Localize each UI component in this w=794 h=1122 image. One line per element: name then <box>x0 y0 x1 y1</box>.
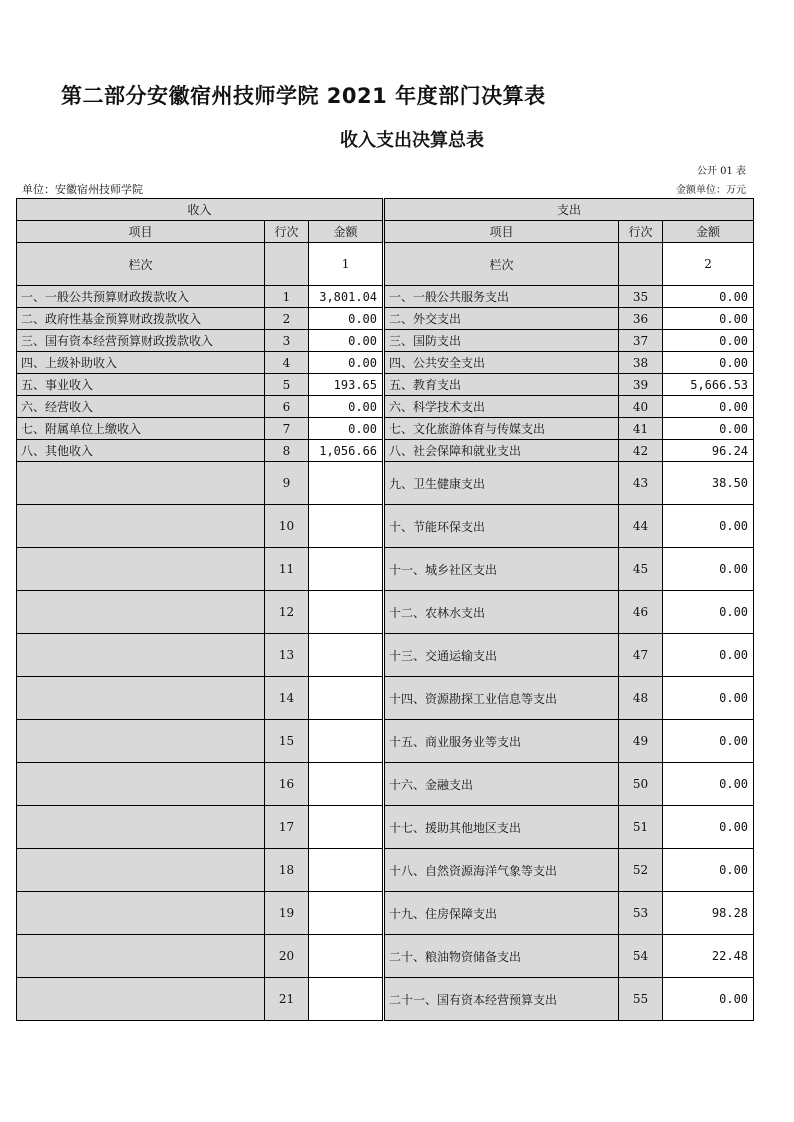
expense-item: 二十一、国有资本经营预算支出 <box>385 978 619 1021</box>
table-row <box>17 720 754 763</box>
income-item <box>17 935 265 978</box>
income-amount-header: 金额 <box>309 221 383 243</box>
expense-row-no: 44 <box>619 505 663 548</box>
expense-amount: 0.00 <box>663 418 754 440</box>
expense-amount: 38.50 <box>663 462 754 505</box>
expense-item: 二十、粮油物资储备支出 <box>385 935 619 978</box>
expense-amount: 98.28 <box>663 892 754 935</box>
expense-row-no: 39 <box>619 374 663 396</box>
expense-row-no: 48 <box>619 677 663 720</box>
table-row <box>17 935 754 978</box>
expense-column-number: 2 <box>663 243 754 286</box>
expense-row-no: 41 <box>619 418 663 440</box>
expense-amount: 0.00 <box>663 352 754 374</box>
expense-row-no: 54 <box>619 935 663 978</box>
expense-amount: 5,666.53 <box>663 374 754 396</box>
income-row-no: 18 <box>265 849 309 892</box>
expense-row-no: 50 <box>619 763 663 806</box>
income-row-no: 15 <box>265 720 309 763</box>
income-item: 六、经营收入 <box>17 396 265 418</box>
expense-item: 七、文化旅游体育与传媒支出 <box>385 418 619 440</box>
income-row-no: 17 <box>265 806 309 849</box>
expense-amount: 0.00 <box>663 396 754 418</box>
table-title: 收入支出决算总表 <box>340 130 484 151</box>
document-title: 第二部分安徽宿州技师学院 2021 年度部门决算表 <box>61 84 546 108</box>
table-row <box>17 374 754 396</box>
income-amount <box>309 806 383 849</box>
expense-row-no: 46 <box>619 591 663 634</box>
expense-amount-header: 金额 <box>663 221 754 243</box>
expense-amount: 0.00 <box>663 763 754 806</box>
expense-amount: 0.00 <box>663 978 754 1021</box>
expense-amount: 0.00 <box>663 849 754 892</box>
income-row-no: 20 <box>265 935 309 978</box>
income-amount: 0.00 <box>309 418 383 440</box>
income-item <box>17 677 265 720</box>
expense-column-blank <box>619 243 663 286</box>
income-amount <box>309 935 383 978</box>
reporting-unit: 单位：安徽宿州技师学院 <box>22 183 143 196</box>
income-item <box>17 634 265 677</box>
income-amount <box>309 978 383 1021</box>
income-row-no: 4 <box>265 352 309 374</box>
budget-summary-table <box>16 198 754 1021</box>
expense-row-no-header: 行次 <box>619 221 663 243</box>
expense-item: 五、教育支出 <box>385 374 619 396</box>
expense-item: 三、国防支出 <box>385 330 619 352</box>
income-item <box>17 763 265 806</box>
income-amount <box>309 505 383 548</box>
expense-row-no: 55 <box>619 978 663 1021</box>
income-row-no: 7 <box>265 418 309 440</box>
income-amount <box>309 548 383 591</box>
expense-row-no: 37 <box>619 330 663 352</box>
income-item <box>17 892 265 935</box>
expense-item: 九、卫生健康支出 <box>385 462 619 505</box>
income-column-label: 栏次 <box>17 243 265 286</box>
table-row <box>17 548 754 591</box>
expense-row-no: 42 <box>619 440 663 462</box>
expense-header: 支出 <box>385 199 754 221</box>
income-amount <box>309 849 383 892</box>
expense-item: 十、节能环保支出 <box>385 505 619 548</box>
income-amount <box>309 763 383 806</box>
expense-item: 十七、援助其他地区支出 <box>385 806 619 849</box>
expense-item: 十一、城乡社区支出 <box>385 548 619 591</box>
income-amount: 0.00 <box>309 352 383 374</box>
expense-row-no: 52 <box>619 849 663 892</box>
expense-item: 四、公共安全支出 <box>385 352 619 374</box>
form-number: 公开 01 表 <box>696 166 746 177</box>
expense-item: 十八、自然资源海洋气象等支出 <box>385 849 619 892</box>
table-row <box>17 330 754 352</box>
income-amount <box>309 591 383 634</box>
income-row-no-header: 行次 <box>265 221 309 243</box>
expense-row-no: 49 <box>619 720 663 763</box>
expense-item: 二、外交支出 <box>385 308 619 330</box>
income-row-no: 13 <box>265 634 309 677</box>
income-row-no: 12 <box>265 591 309 634</box>
income-row-no: 11 <box>265 548 309 591</box>
income-amount: 0.00 <box>309 396 383 418</box>
expense-amount: 0.00 <box>663 634 754 677</box>
income-row-no: 19 <box>265 892 309 935</box>
table-row <box>17 892 754 935</box>
income-item: 五、事业收入 <box>17 374 265 396</box>
income-amount: 0.00 <box>309 308 383 330</box>
income-row-no: 21 <box>265 978 309 1021</box>
income-column-number: 1 <box>309 243 383 286</box>
table-row <box>17 591 754 634</box>
expense-row-no: 38 <box>619 352 663 374</box>
income-item: 七、附属单位上缴收入 <box>17 418 265 440</box>
table-row <box>17 352 754 374</box>
income-row-no: 2 <box>265 308 309 330</box>
expense-amount: 0.00 <box>663 677 754 720</box>
expense-item: 十五、商业服务业等支出 <box>385 720 619 763</box>
table-row <box>17 806 754 849</box>
expense-item: 一、一般公共服务支出 <box>385 286 619 308</box>
income-amount: 1,056.66 <box>309 440 383 462</box>
expense-amount: 0.00 <box>663 591 754 634</box>
table-row <box>17 677 754 720</box>
income-row-no: 8 <box>265 440 309 462</box>
income-amount <box>309 720 383 763</box>
income-column-blank <box>265 243 309 286</box>
income-amount <box>309 677 383 720</box>
income-amount <box>309 462 383 505</box>
income-item <box>17 548 265 591</box>
income-item <box>17 462 265 505</box>
income-item <box>17 849 265 892</box>
table-row <box>17 634 754 677</box>
expense-amount: 0.00 <box>663 286 754 308</box>
income-item: 二、政府性基金预算财政拨款收入 <box>17 308 265 330</box>
expense-item: 十六、金融支出 <box>385 763 619 806</box>
expense-row-no: 45 <box>619 548 663 591</box>
income-row-no: 5 <box>265 374 309 396</box>
income-amount: 193.65 <box>309 374 383 396</box>
expense-amount: 0.00 <box>663 548 754 591</box>
expense-amount: 22.48 <box>663 935 754 978</box>
income-item <box>17 505 265 548</box>
expense-amount: 0.00 <box>663 330 754 352</box>
expense-row-no: 47 <box>619 634 663 677</box>
income-row-no: 16 <box>265 763 309 806</box>
expense-amount: 0.00 <box>663 806 754 849</box>
income-row-no: 10 <box>265 505 309 548</box>
table-row <box>17 849 754 892</box>
table-row <box>17 308 754 330</box>
expense-row-no: 43 <box>619 462 663 505</box>
table-row <box>17 440 754 462</box>
income-item-header: 项目 <box>17 221 265 243</box>
table-row <box>17 396 754 418</box>
income-item <box>17 806 265 849</box>
table-row <box>17 418 754 440</box>
income-row-no: 6 <box>265 396 309 418</box>
expense-amount: 0.00 <box>663 308 754 330</box>
expense-row-no: 51 <box>619 806 663 849</box>
expense-item: 十三、交通运输支出 <box>385 634 619 677</box>
expense-amount: 96.24 <box>663 440 754 462</box>
table-row <box>17 505 754 548</box>
income-amount <box>309 634 383 677</box>
income-row-no: 9 <box>265 462 309 505</box>
table-row <box>17 286 754 308</box>
expense-item: 十九、住房保障支出 <box>385 892 619 935</box>
expense-amount: 0.00 <box>663 720 754 763</box>
income-header: 收入 <box>17 199 383 221</box>
expense-item: 十二、农林水支出 <box>385 591 619 634</box>
expense-row-no: 40 <box>619 396 663 418</box>
income-row-no: 3 <box>265 330 309 352</box>
income-row-no: 1 <box>265 286 309 308</box>
expense-item-header: 项目 <box>385 221 619 243</box>
income-amount <box>309 892 383 935</box>
income-item <box>17 591 265 634</box>
income-amount: 0.00 <box>309 330 383 352</box>
income-item: 三、国有资本经营预算财政拨款收入 <box>17 330 265 352</box>
expense-item: 八、社会保障和就业支出 <box>385 440 619 462</box>
amount-unit: 金额单位：万元 <box>676 185 746 196</box>
income-item <box>17 720 265 763</box>
income-amount: 3,801.04 <box>309 286 383 308</box>
income-item: 八、其他收入 <box>17 440 265 462</box>
table-row <box>17 978 754 1021</box>
income-row-no: 14 <box>265 677 309 720</box>
expense-row-no: 53 <box>619 892 663 935</box>
income-item: 一、一般公共预算财政拨款收入 <box>17 286 265 308</box>
income-item <box>17 978 265 1021</box>
expense-row-no: 36 <box>619 308 663 330</box>
expense-column-label: 栏次 <box>385 243 619 286</box>
expense-item: 六、科学技术支出 <box>385 396 619 418</box>
expense-amount: 0.00 <box>663 505 754 548</box>
income-item: 四、上级补助收入 <box>17 352 265 374</box>
expense-item: 十四、资源勘探工业信息等支出 <box>385 677 619 720</box>
expense-row-no: 35 <box>619 286 663 308</box>
table-row <box>17 462 754 505</box>
table-row <box>17 763 754 806</box>
